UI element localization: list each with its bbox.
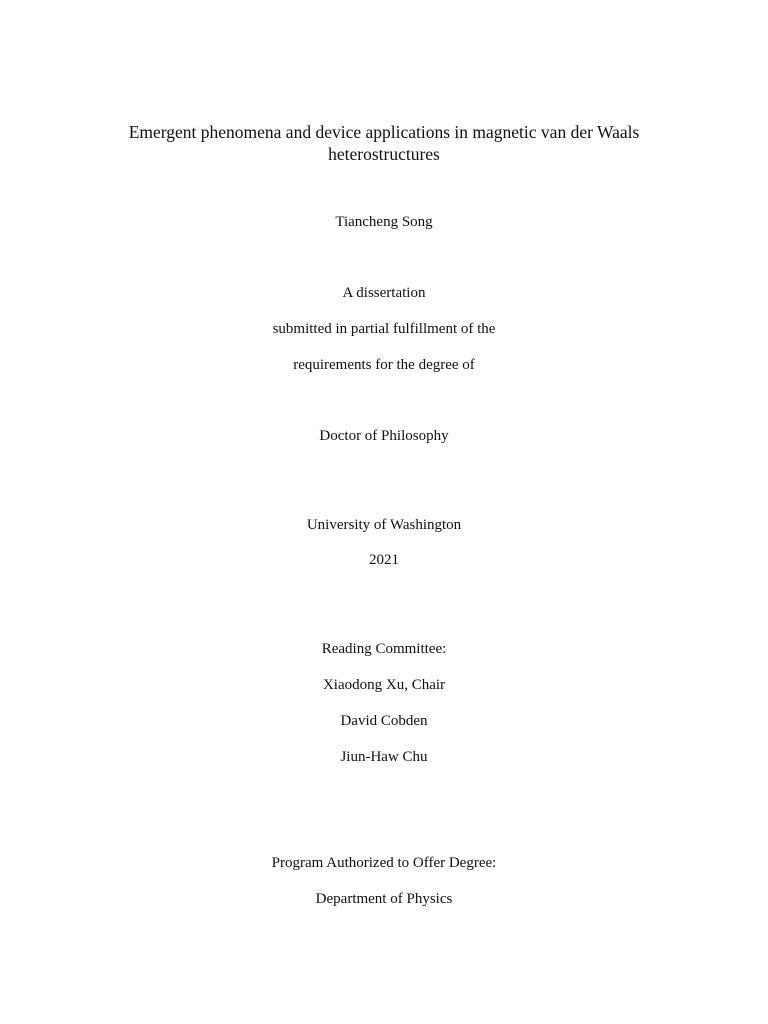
committee-member: Jiun-Haw Chu bbox=[340, 749, 428, 765]
department-name: Department of Physics bbox=[315, 891, 453, 907]
author-name: Tiancheng Song bbox=[335, 214, 433, 230]
year: 2021 bbox=[369, 552, 399, 568]
university-name: University of Washington bbox=[306, 517, 462, 533]
submission-line-2: submitted in partial fulfillment of the bbox=[272, 321, 496, 337]
committee-heading: Reading Committee: bbox=[321, 641, 447, 657]
dissertation-title-line-2: heterostructures bbox=[328, 144, 440, 164]
dissertation-title-line-1: Emergent phenomena and device applications in magnetic van der Waals bbox=[128, 122, 640, 142]
committee-member: Xiaodong Xu, Chair bbox=[322, 677, 446, 693]
program-heading: Program Authorized to Offer Degree: bbox=[271, 855, 497, 871]
degree-name: Doctor of Philosophy bbox=[319, 428, 449, 444]
submission-line-1: A dissertation bbox=[342, 285, 426, 301]
committee-member: David Cobden bbox=[340, 713, 428, 729]
submission-line-3: requirements for the degree of bbox=[293, 357, 475, 373]
